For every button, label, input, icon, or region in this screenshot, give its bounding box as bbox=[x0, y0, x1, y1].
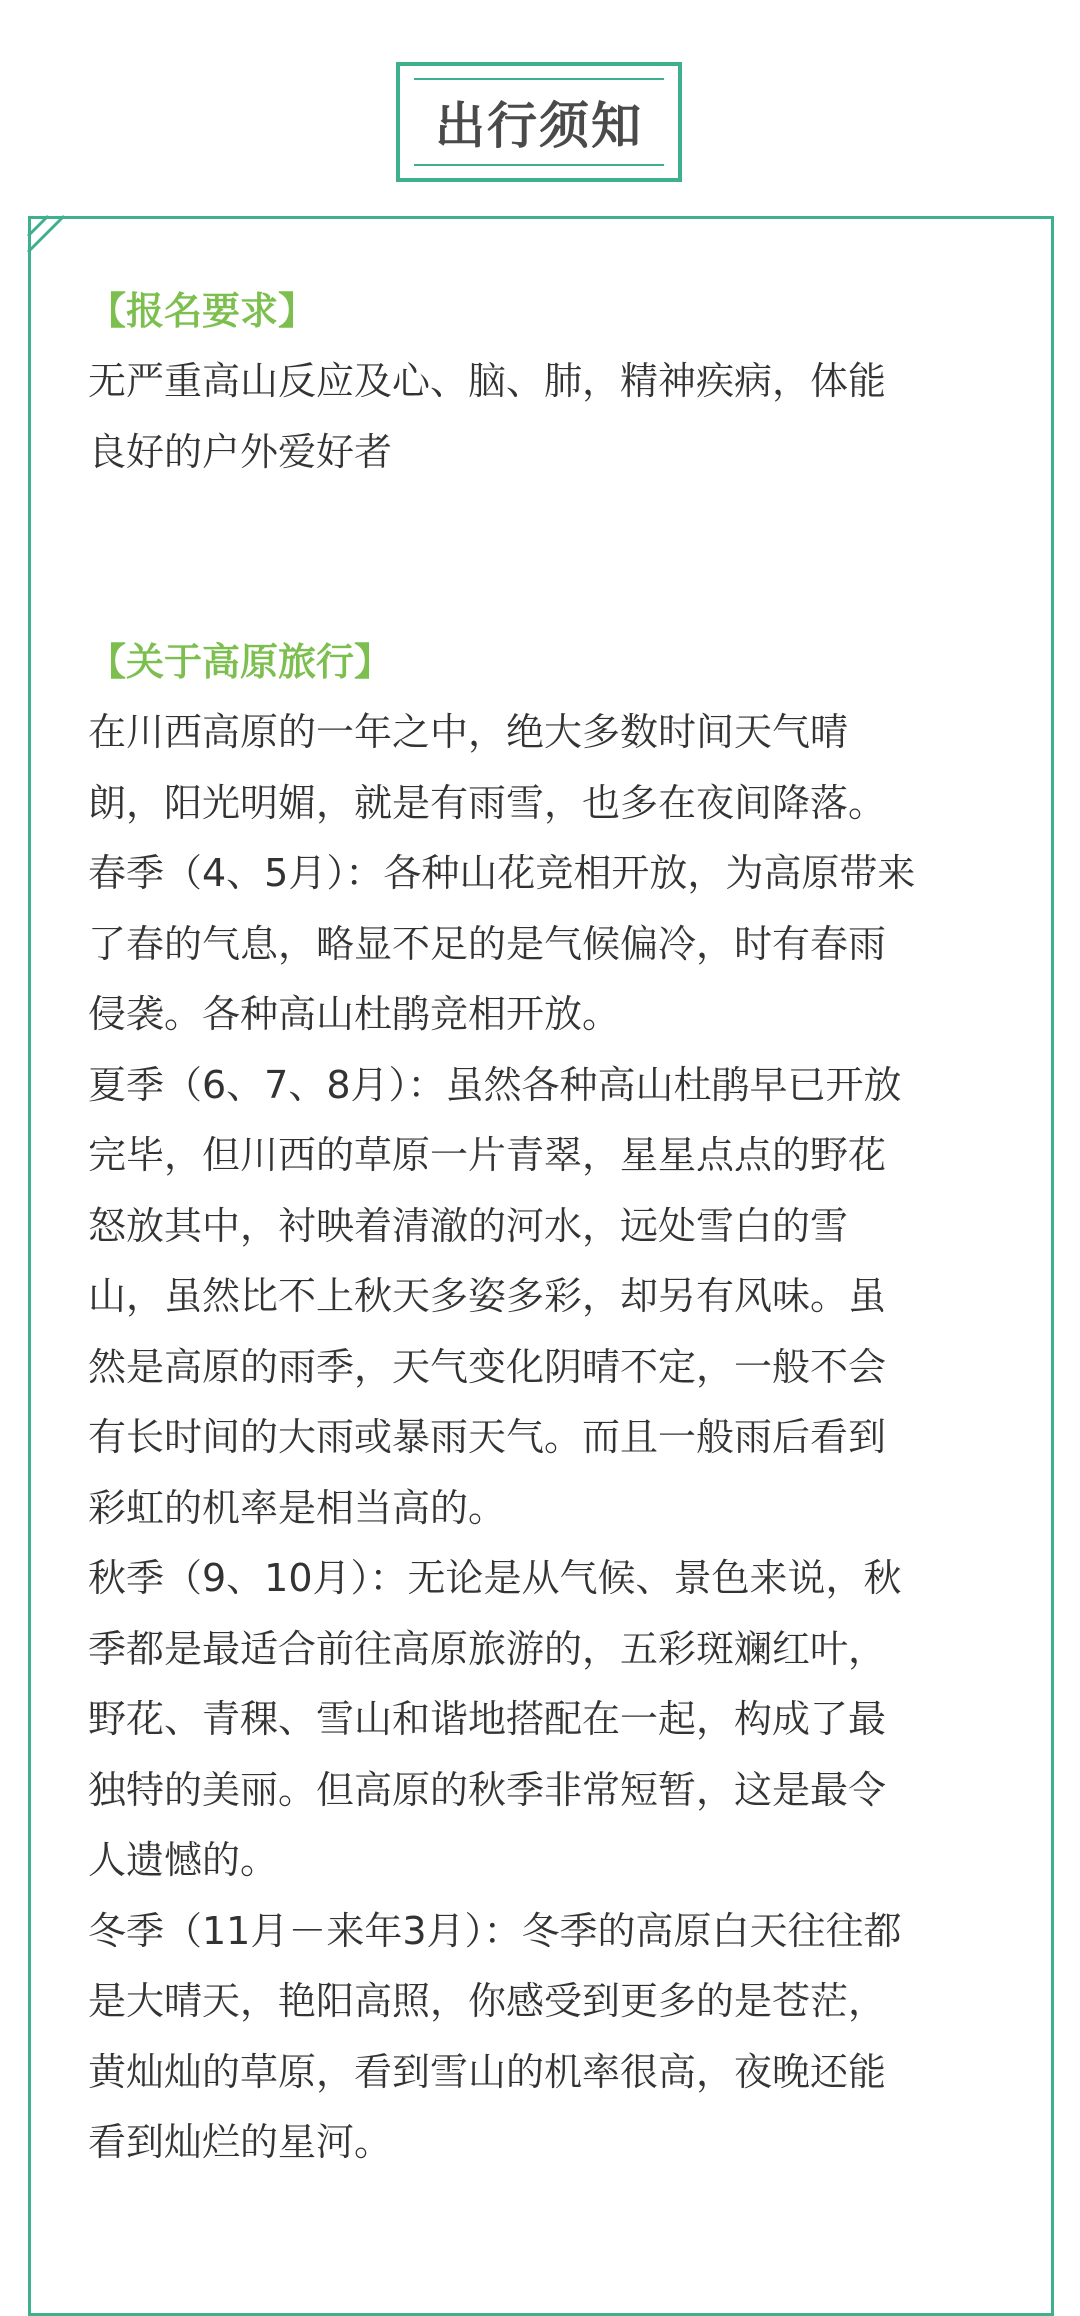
page-title: 出行须知 bbox=[435, 97, 643, 155]
section-spacer bbox=[88, 487, 1000, 627]
section-registration bbox=[88, 276, 1000, 487]
paragraph: 无严重高山反应及心、脑、肺，精神疾病，体能 良好的户外爱好者 bbox=[88, 359, 887, 474]
paragraph-intro: 在川西高原的一年之中，绝大多数时间天气晴 朗，阳光明媚，就是有雨雪，也多在夜间降落。 bbox=[88, 710, 887, 825]
paragraph-spring: 春季（4、5月）：各种山花竞相开放，为高原带来 了春的气息，略显不足的是气候偏冷，时有春雨 侵袭。各种高山杜鹃竞相开放。 bbox=[88, 851, 916, 1036]
title-bottom-rule bbox=[414, 164, 664, 166]
corner-decoration-icon bbox=[26, 214, 66, 254]
paragraph-autumn: 秋季（9、10月）：无论是从气候、景色来说，秋 季都是最适合前往高原旅游的，五彩斑斓红叶， 野花、青稞、雪山和谐地搭配在一起，构成了最 独特的美丽。但高原的秋季非常短暂，这是最令 人遗憾的。 bbox=[88, 1556, 902, 1882]
section-heading: 【报名要求】 bbox=[88, 289, 317, 333]
section-heading: 【关于高原旅行】 bbox=[88, 640, 393, 684]
paragraph-winter: 冬季（11月－来年3月）：冬季的高原白天往往都 是大晴天，艳阳高照，你感受到更多的是苍茫， 黄灿灿的草原，看到雪山的机率很高，夜晚还能 看到灿烂的星河。 bbox=[88, 1908, 902, 2164]
section-plateau-travel bbox=[88, 627, 1000, 2178]
title-box bbox=[396, 62, 682, 182]
notice-content bbox=[88, 276, 1000, 2178]
paragraph-summer: 夏季（6、7、8月）：虽然各种高山杜鹃早已开放 完毕，但川西的草原一片青翠，星星点点的野花 怒放其中，衬映着清澈的河水，远处雪白的雪 山，虽然比不上秋天多姿多彩，却另有风味。虽 然是高原的雨季，天气变化阴晴不定，一般不会 有长时间的大雨或暴雨天气。而且一般雨后看到 彩虹的机率是相当高的。 bbox=[88, 1062, 902, 1530]
title-top-rule bbox=[414, 78, 664, 80]
